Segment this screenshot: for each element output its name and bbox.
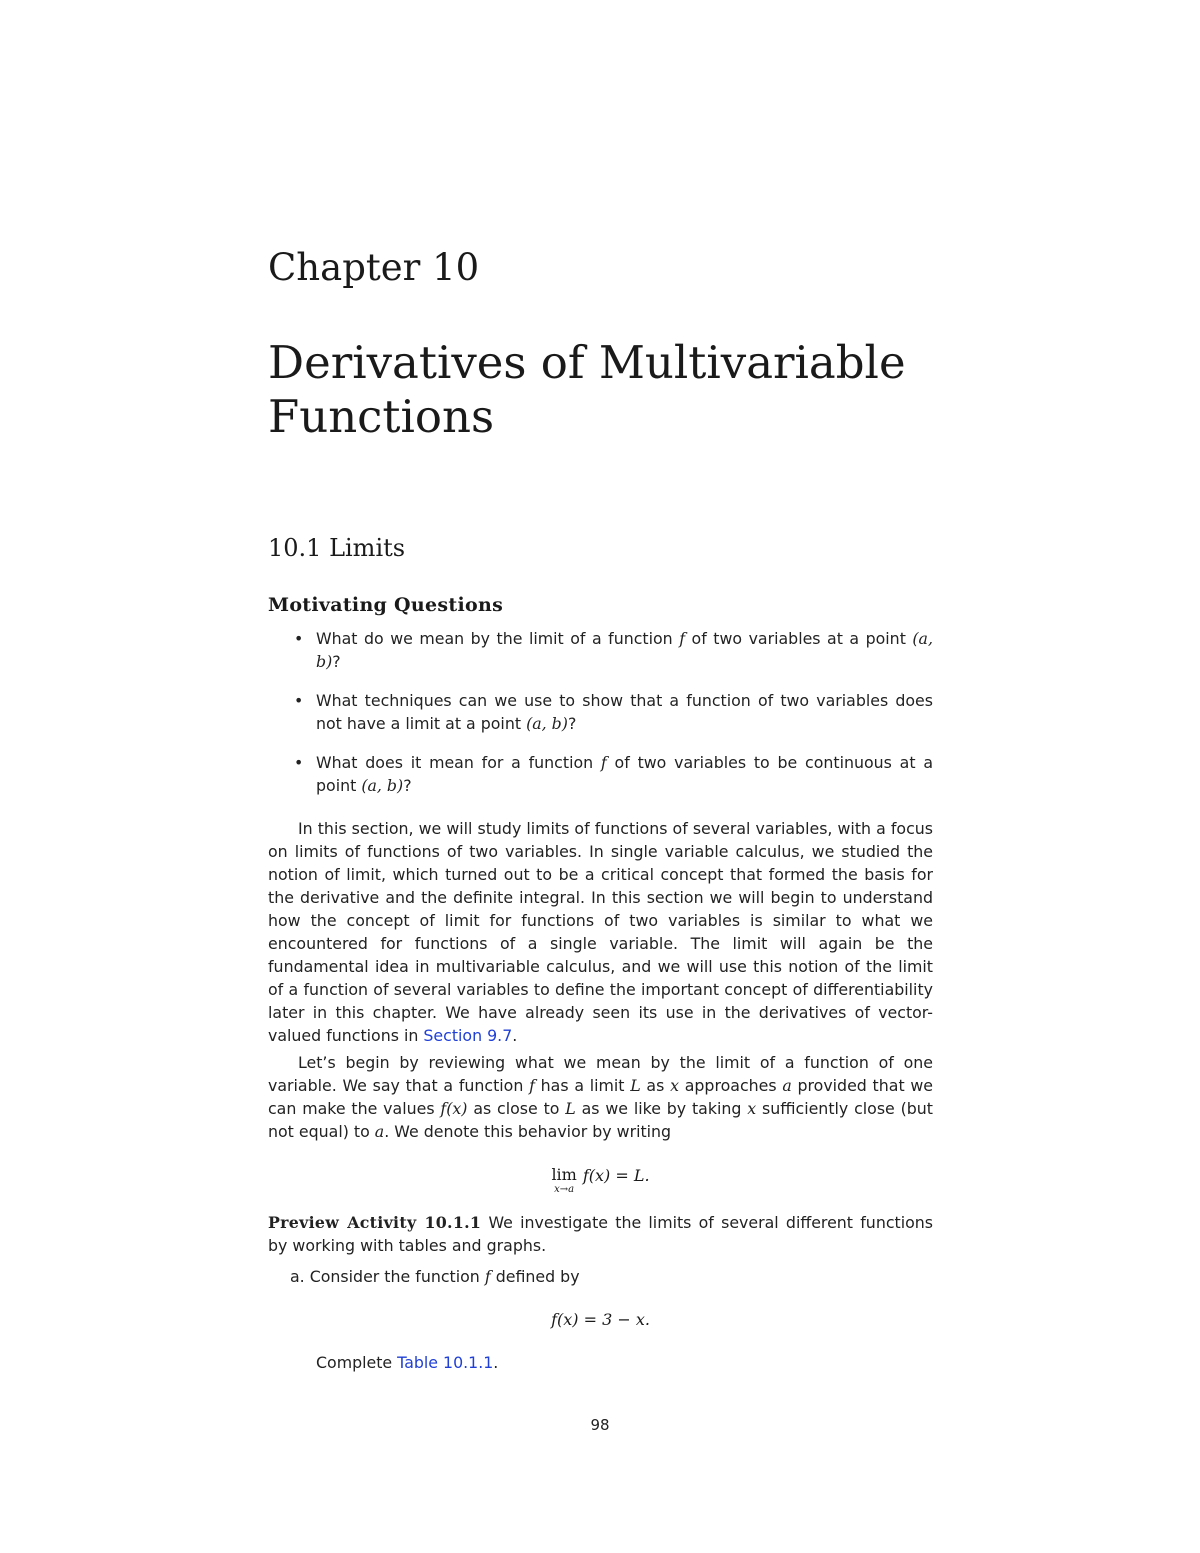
limit-operator: lim x→a xyxy=(551,1165,577,1195)
limit-equation xyxy=(268,1165,933,1195)
bullet-icon: • xyxy=(294,753,304,772)
intro-paragraph: In this section, we will study limits of functions of several variables, with a focus on limits of functions of two variables. In single variable calculus, we studied the notion of limit, which turned out to be a critical concept that formed the basis for the derivative and the definite integral. In this section we will begin to understand how the concept of limit for functions of two variables is similar to what we encountered for functions of a single variable. The limit will again be the fundamental idea in multivariable calculus, and we will use this notion of the limit of a function of several variables to define the important concept of differentiability later in this chapter. We have already seen its use in the derivatives of vector-valued functions in Section 9.7. xyxy=(268,819,933,1045)
list-item: • What techniques can we use to show that a function of two variables does not have a limit at a point (a, b)? xyxy=(294,691,933,733)
bullet-icon: • xyxy=(294,691,304,710)
limit-subscript: x→a xyxy=(554,1184,575,1195)
section-9-7-link[interactable]: Section 9.7 xyxy=(423,1026,513,1045)
activity-part-a: a. Consider the function f defined by xyxy=(290,1267,580,1286)
list-item: • What do we mean by the limit of a function f of two variables at a point (a, b)? xyxy=(294,629,933,671)
preview-activity: Preview Activity 10.1.1 We investigate the limits of several different functions by working with tables and graphs. xyxy=(268,1213,934,1255)
page-number: 98 xyxy=(590,1416,610,1434)
limit-body: f(x) = L. xyxy=(582,1166,650,1185)
function-equation: f(x) = 3 − x. xyxy=(551,1310,650,1329)
complete-table-instruction: Complete Table 10.1.1. xyxy=(316,1353,499,1372)
chapter-title-line2: Functions xyxy=(268,390,495,443)
chapter-label: Chapter 10 xyxy=(268,246,480,289)
motivating-questions-list xyxy=(268,627,933,813)
chapter-title-line1: Derivatives of Multivariable xyxy=(268,336,906,389)
chapter-title xyxy=(268,336,933,444)
section-title: 10.1 Limits xyxy=(268,534,406,562)
table-10-1-1-link[interactable]: Table 10.1.1 xyxy=(397,1353,494,1372)
motivating-questions-heading: Motivating Questions xyxy=(268,594,504,616)
review-paragraph: Let’s begin by reviewing what we mean by the limit of a function of one variable. We say that a function f has a limit L as x approaches a provided that we can make the values f(x) as close to L as we like by taking x sufficiently close (but not equal) to a. We denote this behavior by writing xyxy=(268,1053,934,1141)
list-item: • What does it mean for a function f of two variables to be continuous at a point (a, b)? xyxy=(294,753,934,795)
bullet-icon: • xyxy=(294,629,304,648)
preview-activity-label: Preview Activity 10.1.1 xyxy=(268,1213,482,1232)
